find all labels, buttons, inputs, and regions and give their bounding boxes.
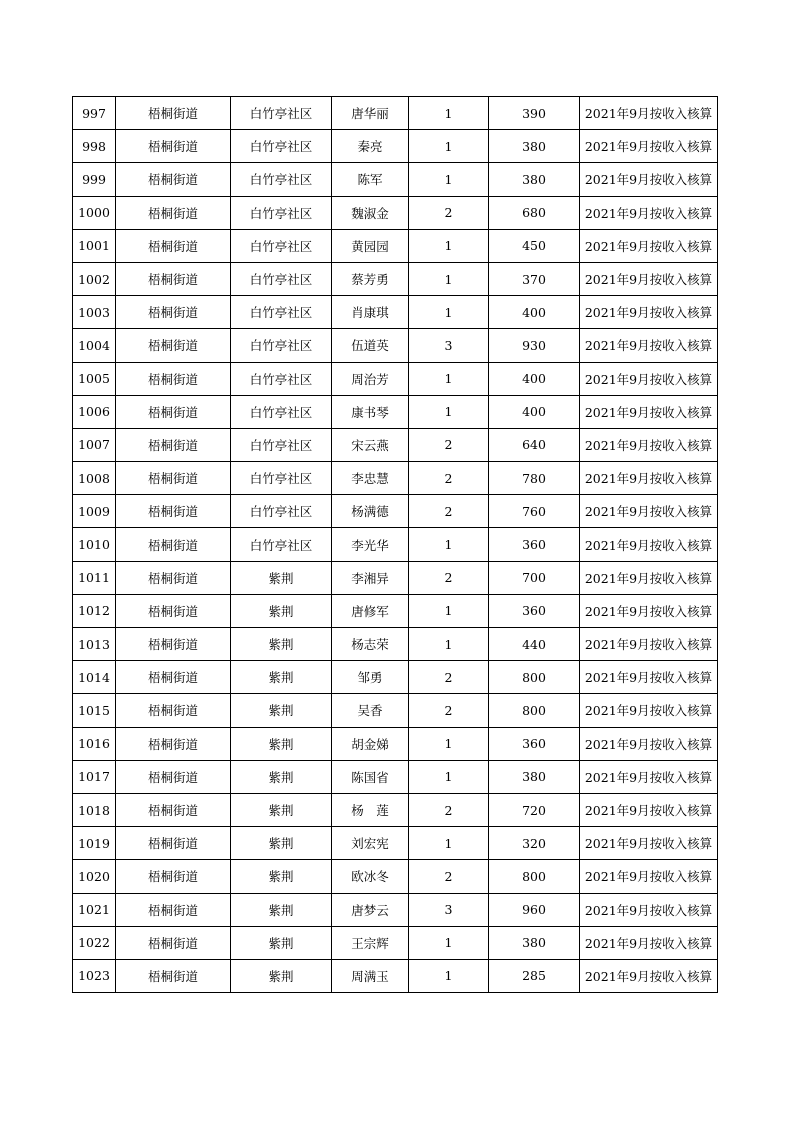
community-cell: 白竹亭社区 [231,296,332,329]
amount-cell: 450 [489,229,580,262]
street-cell: 梧桐街道 [116,97,231,130]
amount-cell: 930 [489,329,580,362]
name-cell: 黄园园 [332,229,409,262]
note-cell: 2021年9月按收入核算 [580,462,718,495]
data-table [72,96,718,993]
name-cell: 肖康琪 [332,296,409,329]
amount-cell: 640 [489,428,580,461]
community-cell: 白竹亭社区 [231,528,332,561]
row-number-cell: 1004 [73,329,116,362]
note-cell: 2021年9月按收入核算 [580,661,718,694]
name-cell: 杨满德 [332,495,409,528]
row-number-cell: 1022 [73,926,116,959]
note-cell: 2021年9月按收入核算 [580,130,718,163]
table-row [73,495,718,528]
table-row [73,462,718,495]
people-count-cell: 2 [409,196,489,229]
row-number-cell: 1020 [73,860,116,893]
amount-cell: 380 [489,163,580,196]
table-row [73,296,718,329]
people-count-cell: 1 [409,628,489,661]
table-row [73,760,718,793]
row-number-cell: 1023 [73,959,116,992]
note-cell: 2021年9月按收入核算 [580,163,718,196]
community-cell: 白竹亭社区 [231,262,332,295]
note-cell: 2021年9月按收入核算 [580,694,718,727]
community-cell: 白竹亭社区 [231,395,332,428]
people-count-cell: 1 [409,97,489,130]
street-cell: 梧桐街道 [116,926,231,959]
people-count-cell: 2 [409,860,489,893]
row-number-cell: 1001 [73,229,116,262]
table-row [73,860,718,893]
note-cell: 2021年9月按收入核算 [580,262,718,295]
name-cell: 唐梦云 [332,893,409,926]
street-cell: 梧桐街道 [116,428,231,461]
people-count-cell: 1 [409,163,489,196]
note-cell: 2021年9月按收入核算 [580,362,718,395]
street-cell: 梧桐街道 [116,296,231,329]
row-number-cell: 1021 [73,893,116,926]
amount-cell: 360 [489,594,580,627]
table-row [73,130,718,163]
people-count-cell: 1 [409,760,489,793]
people-count-cell: 1 [409,528,489,561]
street-cell: 梧桐街道 [116,893,231,926]
name-cell: 康书琴 [332,395,409,428]
amount-cell: 320 [489,827,580,860]
people-count-cell: 2 [409,462,489,495]
street-cell: 梧桐街道 [116,229,231,262]
table-row [73,229,718,262]
people-count-cell: 1 [409,130,489,163]
name-cell: 伍道英 [332,329,409,362]
note-cell: 2021年9月按收入核算 [580,860,718,893]
community-cell: 白竹亭社区 [231,428,332,461]
amount-cell: 370 [489,262,580,295]
table-row [73,827,718,860]
name-cell: 李光华 [332,528,409,561]
amount-cell: 760 [489,495,580,528]
street-cell: 梧桐街道 [116,196,231,229]
amount-cell: 380 [489,130,580,163]
row-number-cell: 1008 [73,462,116,495]
note-cell: 2021年9月按收入核算 [580,229,718,262]
row-number-cell: 1013 [73,628,116,661]
street-cell: 梧桐街道 [116,694,231,727]
community-cell: 紫荆 [231,694,332,727]
people-count-cell: 1 [409,727,489,760]
people-count-cell: 1 [409,395,489,428]
name-cell: 秦亮 [332,130,409,163]
table-body [73,97,718,993]
name-cell: 唐华丽 [332,97,409,130]
table-row [73,262,718,295]
street-cell: 梧桐街道 [116,561,231,594]
people-count-cell: 3 [409,329,489,362]
name-cell: 唐修军 [332,594,409,627]
row-number-cell: 1018 [73,793,116,826]
table-row [73,594,718,627]
table-row [73,561,718,594]
amount-cell: 285 [489,959,580,992]
name-cell: 宋云燕 [332,428,409,461]
people-count-cell: 1 [409,827,489,860]
amount-cell: 360 [489,528,580,561]
community-cell: 白竹亭社区 [231,495,332,528]
name-cell: 陈国省 [332,760,409,793]
note-cell: 2021年9月按收入核算 [580,428,718,461]
community-cell: 紫荆 [231,793,332,826]
community-cell: 紫荆 [231,661,332,694]
table-row [73,727,718,760]
note-cell: 2021年9月按收入核算 [580,395,718,428]
table-row [73,926,718,959]
name-cell: 刘宏宪 [332,827,409,860]
note-cell: 2021年9月按收入核算 [580,296,718,329]
street-cell: 梧桐街道 [116,661,231,694]
people-count-cell: 1 [409,362,489,395]
street-cell: 梧桐街道 [116,262,231,295]
people-count-cell: 1 [409,926,489,959]
row-number-cell: 1005 [73,362,116,395]
amount-cell: 380 [489,760,580,793]
community-cell: 白竹亭社区 [231,229,332,262]
street-cell: 梧桐街道 [116,462,231,495]
community-cell: 白竹亭社区 [231,97,332,130]
row-number-cell: 1003 [73,296,116,329]
row-number-cell: 1011 [73,561,116,594]
community-cell: 白竹亭社区 [231,329,332,362]
amount-cell: 390 [489,97,580,130]
community-cell: 紫荆 [231,959,332,992]
community-cell: 紫荆 [231,893,332,926]
community-cell: 白竹亭社区 [231,462,332,495]
amount-cell: 800 [489,694,580,727]
row-number-cell: 1019 [73,827,116,860]
table-row [73,661,718,694]
row-number-cell: 1006 [73,395,116,428]
note-cell: 2021年9月按收入核算 [580,727,718,760]
note-cell: 2021年9月按收入核算 [580,495,718,528]
street-cell: 梧桐街道 [116,362,231,395]
street-cell: 梧桐街道 [116,163,231,196]
amount-cell: 400 [489,395,580,428]
row-number-cell: 1002 [73,262,116,295]
community-cell: 白竹亭社区 [231,163,332,196]
amount-cell: 680 [489,196,580,229]
community-cell: 紫荆 [231,827,332,860]
row-number-cell: 997 [73,97,116,130]
table-row [73,362,718,395]
row-number-cell: 1016 [73,727,116,760]
people-count-cell: 3 [409,893,489,926]
row-number-cell: 1009 [73,495,116,528]
people-count-cell: 2 [409,495,489,528]
note-cell: 2021年9月按收入核算 [580,97,718,130]
amount-cell: 380 [489,926,580,959]
name-cell: 魏淑金 [332,196,409,229]
note-cell: 2021年9月按收入核算 [580,793,718,826]
community-cell: 白竹亭社区 [231,196,332,229]
table-row [73,893,718,926]
community-cell: 紫荆 [231,628,332,661]
row-number-cell: 1007 [73,428,116,461]
amount-cell: 780 [489,462,580,495]
street-cell: 梧桐街道 [116,130,231,163]
table-row [73,628,718,661]
table-row [73,97,718,130]
note-cell: 2021年9月按收入核算 [580,959,718,992]
community-cell: 白竹亭社区 [231,362,332,395]
people-count-cell: 1 [409,959,489,992]
name-cell: 陈军 [332,163,409,196]
table-row [73,428,718,461]
community-cell: 紫荆 [231,760,332,793]
street-cell: 梧桐街道 [116,760,231,793]
amount-cell: 800 [489,661,580,694]
name-cell: 杨 莲 [332,793,409,826]
people-count-cell: 2 [409,793,489,826]
name-cell: 胡金娣 [332,727,409,760]
street-cell: 梧桐街道 [116,860,231,893]
note-cell: 2021年9月按收入核算 [580,329,718,362]
table-row [73,528,718,561]
street-cell: 梧桐街道 [116,793,231,826]
row-number-cell: 1012 [73,594,116,627]
note-cell: 2021年9月按收入核算 [580,561,718,594]
community-cell: 紫荆 [231,594,332,627]
amount-cell: 800 [489,860,580,893]
street-cell: 梧桐街道 [116,329,231,362]
people-count-cell: 1 [409,296,489,329]
community-cell: 紫荆 [231,727,332,760]
note-cell: 2021年9月按收入核算 [580,628,718,661]
name-cell: 吴香 [332,694,409,727]
note-cell: 2021年9月按收入核算 [580,827,718,860]
note-cell: 2021年9月按收入核算 [580,893,718,926]
table-row [73,694,718,727]
row-number-cell: 1000 [73,196,116,229]
name-cell: 周满玉 [332,959,409,992]
table-row [73,395,718,428]
street-cell: 梧桐街道 [116,727,231,760]
name-cell: 蔡芳勇 [332,262,409,295]
community-cell: 紫荆 [231,926,332,959]
note-cell: 2021年9月按收入核算 [580,196,718,229]
street-cell: 梧桐街道 [116,959,231,992]
amount-cell: 700 [489,561,580,594]
name-cell: 杨志荣 [332,628,409,661]
community-cell: 白竹亭社区 [231,130,332,163]
note-cell: 2021年9月按收入核算 [580,760,718,793]
name-cell: 王宗辉 [332,926,409,959]
table-row [73,163,718,196]
table-row [73,329,718,362]
amount-cell: 400 [489,362,580,395]
people-count-cell: 2 [409,561,489,594]
amount-cell: 400 [489,296,580,329]
street-cell: 梧桐街道 [116,827,231,860]
amount-cell: 960 [489,893,580,926]
street-cell: 梧桐街道 [116,495,231,528]
note-cell: 2021年9月按收入核算 [580,926,718,959]
row-number-cell: 998 [73,130,116,163]
name-cell: 李忠慧 [332,462,409,495]
note-cell: 2021年9月按收入核算 [580,528,718,561]
name-cell: 邹勇 [332,661,409,694]
row-number-cell: 1015 [73,694,116,727]
amount-cell: 360 [489,727,580,760]
name-cell: 欧冰冬 [332,860,409,893]
people-count-cell: 2 [409,661,489,694]
community-cell: 紫荆 [231,860,332,893]
table-row [73,196,718,229]
table-row [73,793,718,826]
name-cell: 周治芳 [332,362,409,395]
people-count-cell: 1 [409,262,489,295]
amount-cell: 440 [489,628,580,661]
community-cell: 紫荆 [231,561,332,594]
street-cell: 梧桐街道 [116,528,231,561]
row-number-cell: 1014 [73,661,116,694]
people-count-cell: 1 [409,594,489,627]
street-cell: 梧桐街道 [116,594,231,627]
people-count-cell: 2 [409,694,489,727]
row-number-cell: 1010 [73,528,116,561]
row-number-cell: 999 [73,163,116,196]
amount-cell: 720 [489,793,580,826]
people-count-cell: 1 [409,229,489,262]
people-count-cell: 2 [409,428,489,461]
note-cell: 2021年9月按收入核算 [580,594,718,627]
document-page [72,96,717,993]
table-row [73,959,718,992]
street-cell: 梧桐街道 [116,628,231,661]
street-cell: 梧桐街道 [116,395,231,428]
row-number-cell: 1017 [73,760,116,793]
name-cell: 李湘异 [332,561,409,594]
